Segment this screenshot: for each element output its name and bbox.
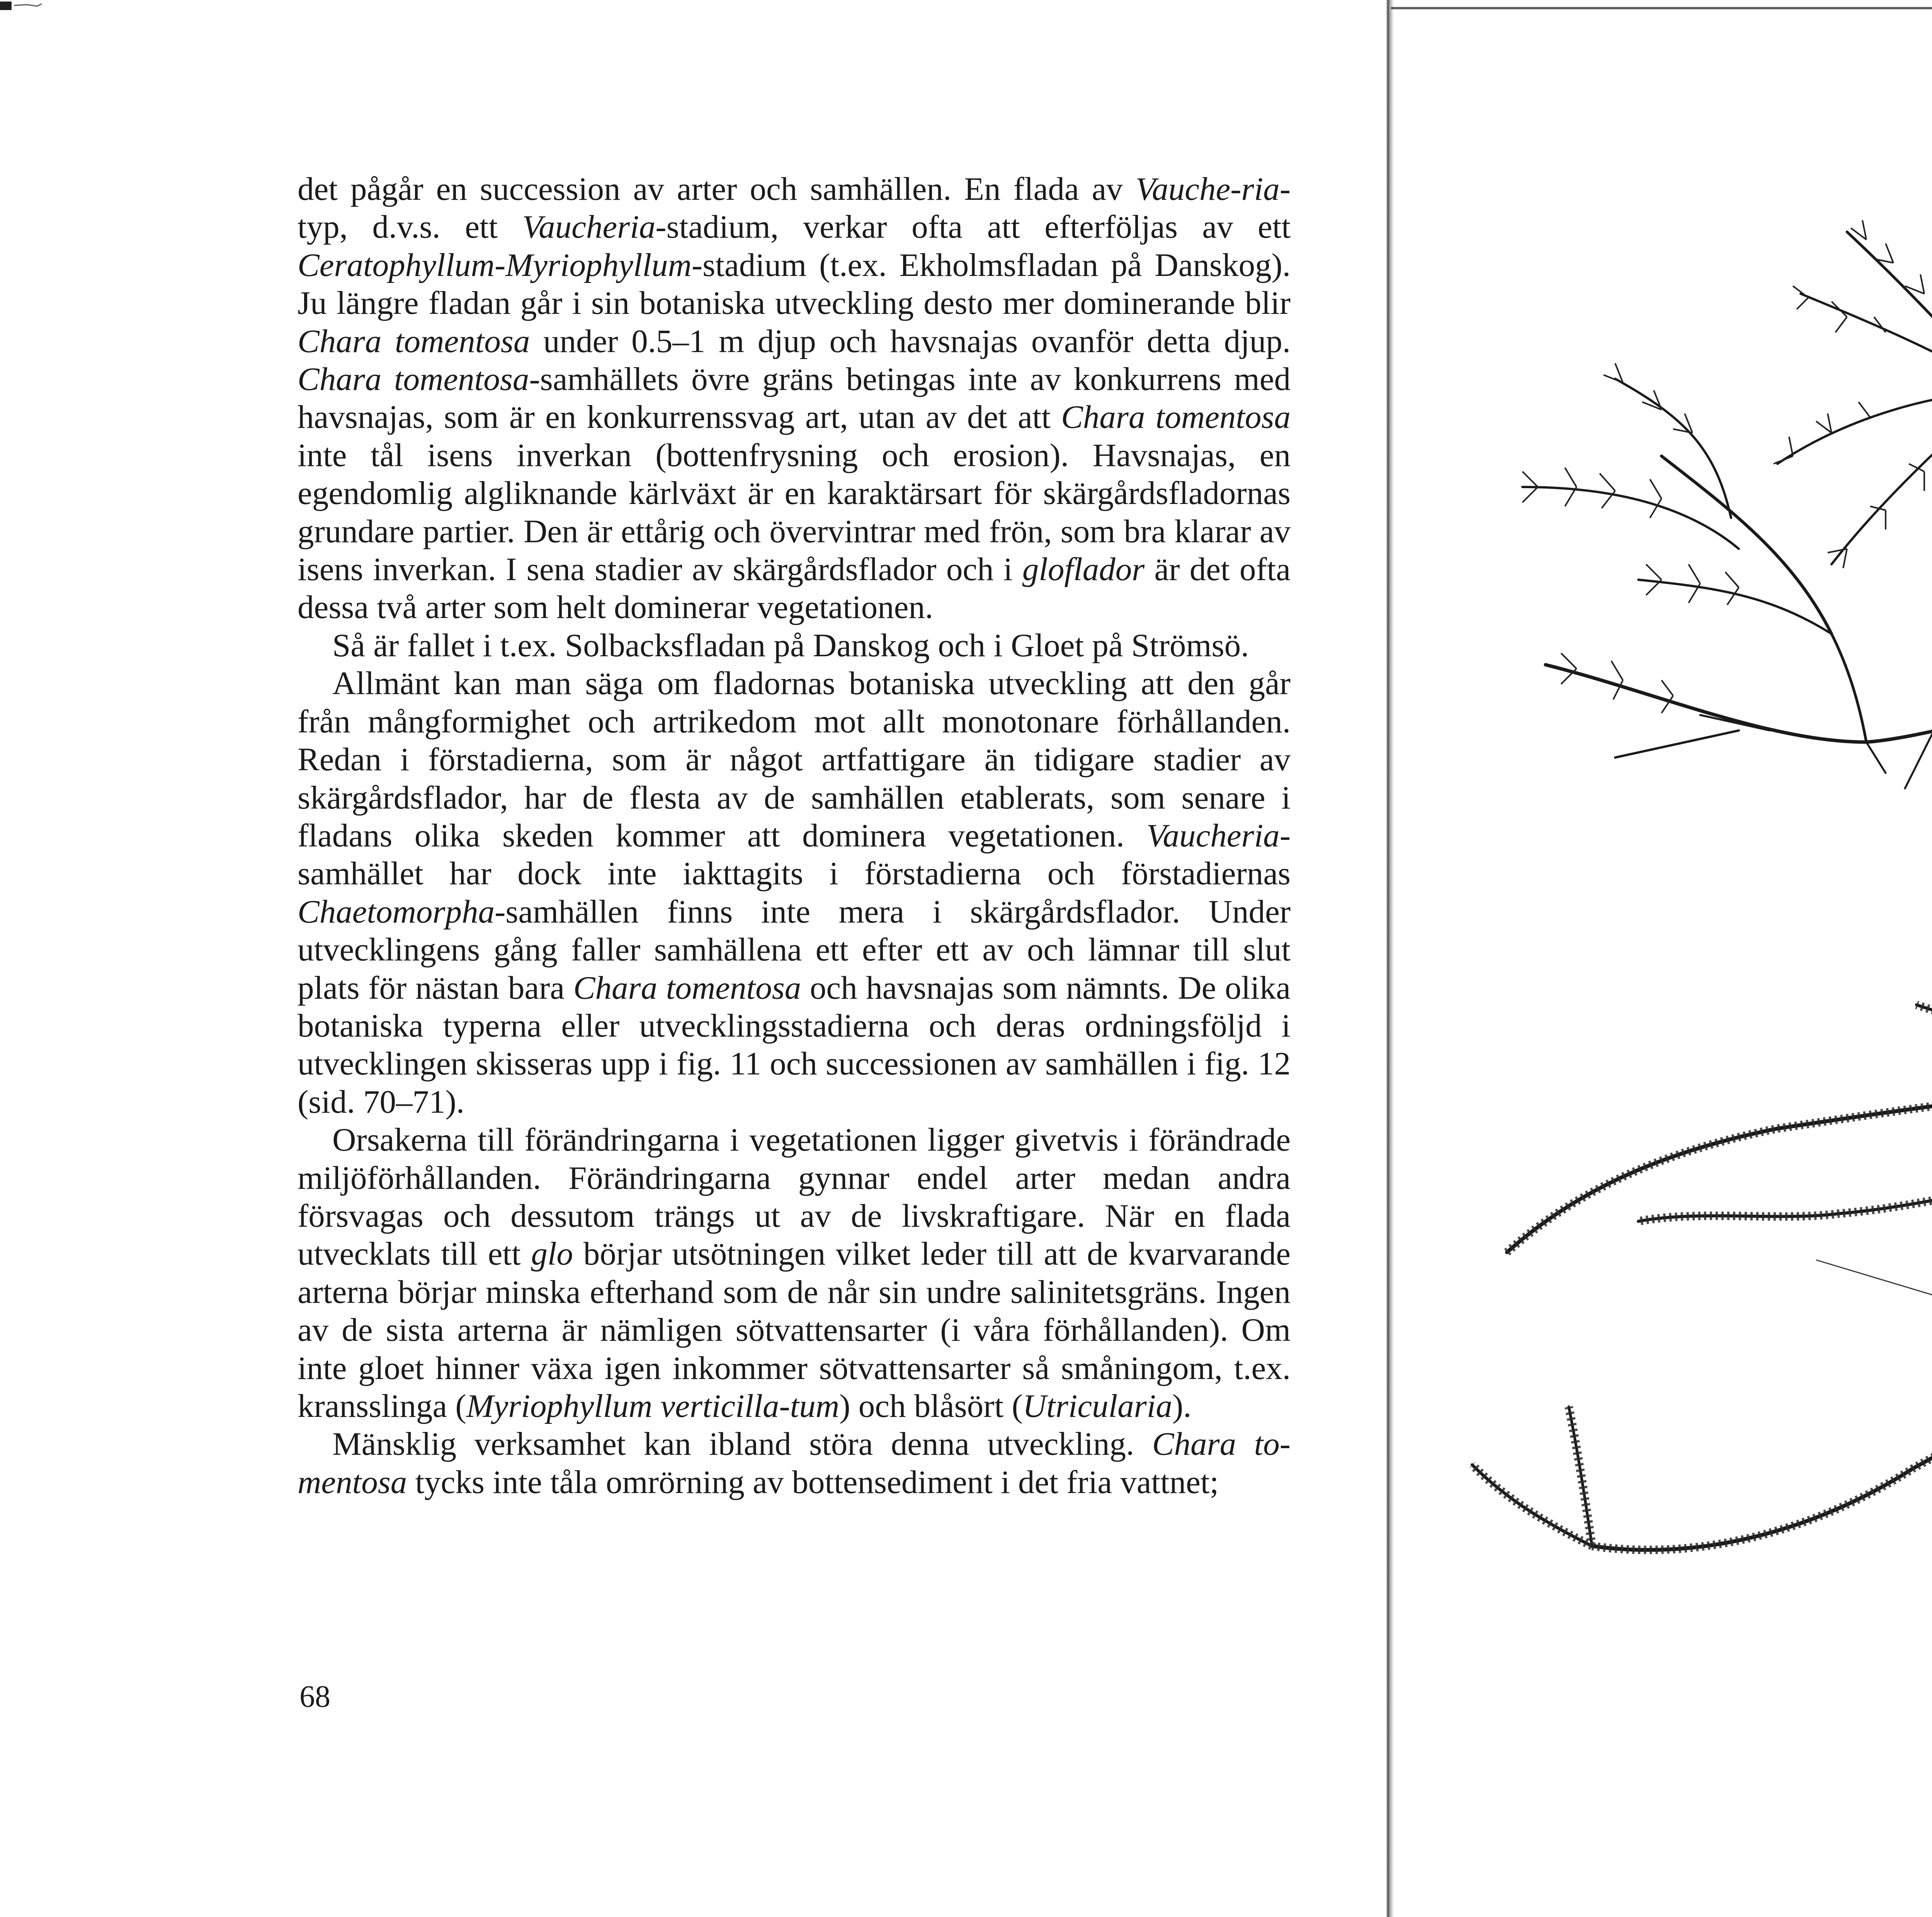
page-number-left: 68 (299, 1680, 330, 1714)
paragraph-2: Så är fallet i t.ex. Solbacksfladan på Danskog och i Gloet på Strömsö. (332, 627, 1249, 664)
paragraph-3: Allmänt kan man säga om fladornas botaniska utveckling att den går från mångformighet och artrikedom mot allt monotonare förhållanden. Redan i förstadierna, som är något artfattigare än tidigare stadier av skärgårdsflador, har de flesta av de samhällen etablerats, som senare i fladans olika skeden kommer att dominera vegetationen. Vaucheria-samhället har dock inte iakttagits i förstadierna och förstadiernas Chaetomorpha-samhällen finns inte mera i skärgårdsflador. Under utvecklingens gång faller samhällena ett efter ett av och lämnar till slut plats för nästan bara Chara tomentosa och havsnajas som nämnts. De olika botaniska typerna eller utvecklingsstadierna och deras ordningsföljd i utvecklingen skisseras upp i fig. 11 och successionen av samhällen i fig. 12 (sid. 70–71). (298, 665, 1291, 1120)
paragraph-1: det pågår en succession av arter och samhällen. En flada av Vauche-ria-typ, d.v.s. ett Vaucheria-stadium, verkar ofta att efterföljas av ett Ceratophyllum-Myriophyllum-stadium (t.ex. Ekholmsfladan på Danskog). Ju längre fladan går i sin botaniska utveckling desto mer dominerande blir Chara tomentosa under 0.5–1 m djup och havsnajas ovanför detta djup. Chara tomentosa-samhällets övre gräns betingas inte av konkurrens med havsnajas, som är en konkurrenssvag art, utan av det att Chara tomentosa inte tål isens inverkan (bottenfrysning och erosion). Havsnajas, en egendomlig algliknande kärlväxt är en karaktärsart för skärgårdsfladornas grundare partier. Den är ettårig och övervintrar med frön, som bra klarar av isens inverkan. I sena stadier av skärgårdsflador och i gloflador är det ofta dessa två arter som helt dominerar vegetationen. (298, 171, 1291, 626)
figure-najas-marina-image (1499, 216, 1932, 796)
paragraph-5: Mänsklig verksamhet kan ibland störa denna utveckling. Chara to-mentosa tycks inte tåla omrörning av bottensediment i det fria vattnet; (298, 1426, 1291, 1500)
scan-mark (0, 0, 43, 13)
paragraph-4: Orsakerna till förändringarna i vegetationen ligger givetvis i förändrade miljöförhållanden. Förändringarna gynnar endel arter medan andra försvagas och dessutom trängs ut av de livskraftigare. När en flada utvecklats till ett glo börjar utsötningen vilket leder till att de kvarvarande arterna börjar minska efterhand som de når sin undre salinitetsgräns. Ingen av de sista arterna är nämligen sötvattensarter (i våra förhållanden). Om inte gloet hinner växa igen inkommer sötvattensarter så småningom, t.ex. kransslinga (Myriophyllum verticilla-tum) och blåsört (Utricularia). (298, 1122, 1291, 1424)
book-gutter (1386, 0, 1394, 1917)
page-top-edge (1391, 7, 1932, 9)
figure-myriophyllum-image (1430, 989, 1932, 1600)
left-page-body-text (298, 170, 1291, 1631)
